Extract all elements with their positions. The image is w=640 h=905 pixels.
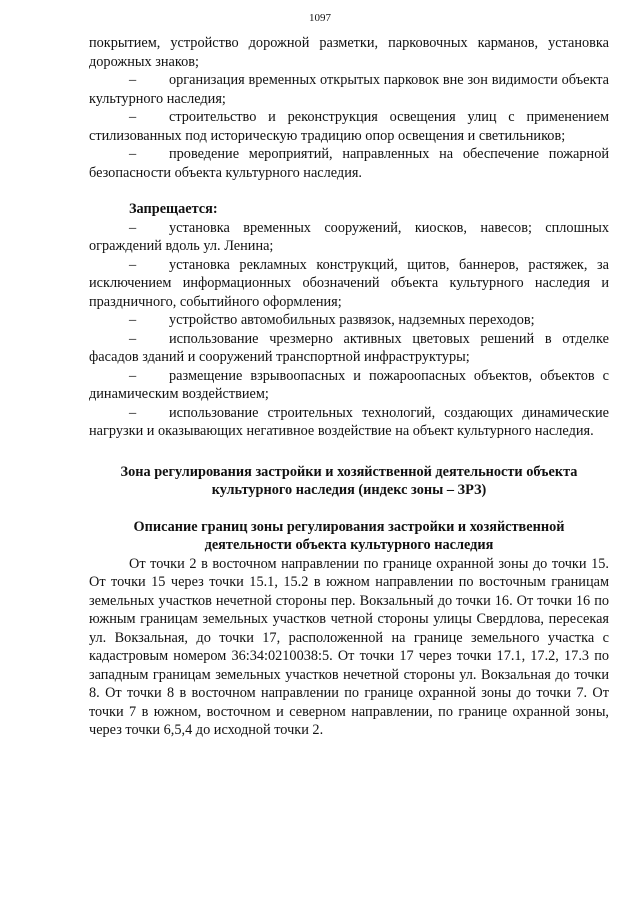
- prohibited-item-text: использование чрезмерно активных цветовых решений в отделке фасадов зданий и сооружений транспортной инфраструктуры;: [89, 330, 609, 365]
- boundary-description: От точки 2 в восточном направлении по границе охранной зоны до точки 15. От точки 15 через точки 15.1, 15.2 в южном направлении по восточным границам земельных участков нечетной стороны пер. Вокзальный до точки 16. От точки 16 по южным границам земельных участков четной стороны улицы Свердлова, пересекая ул. Вокзальная, до точки 17, расположенной на границе земельного участка с кадастровым номером 36:34:0210038:5. От точки 17 через точки 17.1, 17.2, 17.3 по западным границам земельных участков нечетной стороны ул. Вокзальная до точки 8. От точки 8 в восточном направлении по границе охранной зоны до точки 7. От точки 7 в южном, восточном и северном направлении, по границе охранной зоны, через точки 6,5,4 до исходной точки 2.: [89, 555, 609, 738]
- prohibited-item: [89, 404, 609, 441]
- prohibited-item-text: размещение взрывоопасных и пожароопасных объектов, объектов с динамическим воздействием;: [89, 367, 609, 402]
- list-item-text: строительство и реконструкция освещения улиц с применением стилизованных под историческую традицию опор освещения и светильников;: [89, 109, 609, 144]
- dash-marker: –: [129, 146, 137, 162]
- list-item: [89, 145, 609, 182]
- list-item: [89, 108, 609, 145]
- prohibited-item-text: установка рекламных конструкций, щитов, баннеров, растяжек, за исключением информационных обозначений объекта культурного наследия и праздничного, событийного оформления;: [89, 256, 609, 310]
- dash-marker: –: [129, 256, 137, 273]
- prohibited-item: [89, 367, 609, 404]
- dash-marker: –: [129, 330, 137, 347]
- prohibited-item: [89, 219, 609, 256]
- dash-marker: –: [129, 404, 137, 421]
- dash-marker: –: [129, 312, 137, 328]
- list-item: [89, 71, 609, 108]
- prohibited-item-text: установка временных сооружений, киосков, навесов; сплошных ограждений вдоль ул. Ленина;: [89, 219, 609, 254]
- page-number: 1097: [309, 12, 331, 24]
- list-item-text: организация временных открытых парковок вне зон видимости объекта культурного наследия;: [89, 72, 609, 107]
- document-body: [89, 34, 609, 740]
- prohibited-item: [89, 311, 609, 330]
- zone-title: Зона регулирования застройки и хозяйственной деятельности объекта культурного наследия (индекс зоны – ЗРЗ): [120, 463, 578, 498]
- list-continuation-line: покрытием, устройство дорожной разметки, парковочных карманов, установка дорожных знаков;: [89, 35, 609, 70]
- prohibited-item-text: использование строительных технологий, создающих динамические нагрузки и оказывающих негативное воздействие на объект культурного наследия.: [89, 404, 609, 439]
- prohibited-item: [89, 330, 609, 367]
- boundary-heading: Описание границ зоны регулирования застройки и хозяйственной деятельности объекта культурного наследия: [133, 518, 565, 553]
- prohibited-heading: Запрещается:: [129, 201, 218, 217]
- prohibited-item-text: устройство автомобильных развязок, надземных переходов;: [169, 312, 535, 328]
- list-item-text: проведение мероприятий, направленных на обеспечение пожарной безопасности объекта культурного наследия.: [89, 146, 609, 181]
- dash-marker: –: [129, 72, 137, 88]
- dash-marker: –: [129, 219, 137, 236]
- prohibited-item: [89, 256, 609, 312]
- dash-marker: –: [129, 109, 137, 125]
- dash-marker: –: [129, 367, 137, 384]
